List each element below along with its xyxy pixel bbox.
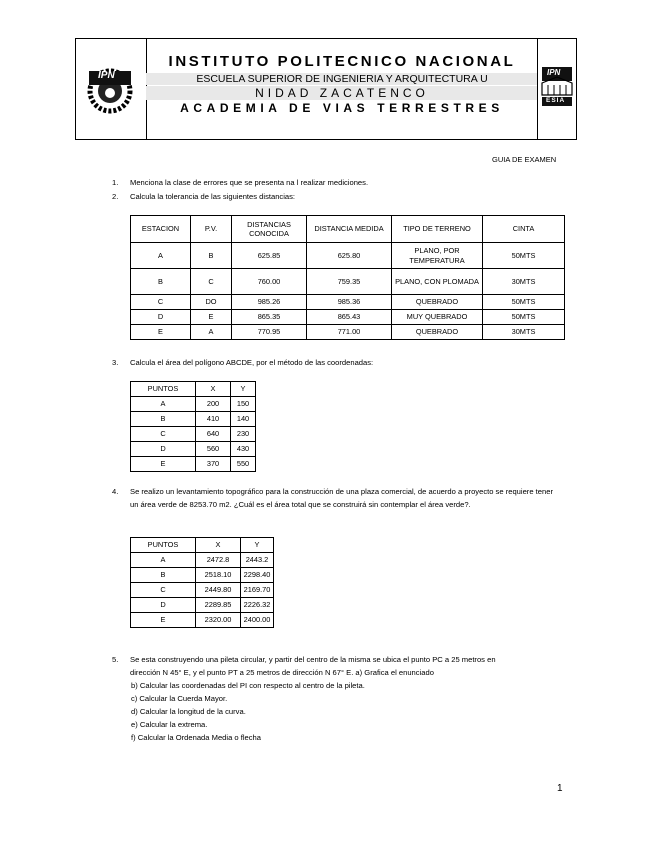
table-header-row (131, 216, 565, 243)
table-cell: A (131, 553, 196, 568)
column-header: ESTACION (131, 216, 191, 243)
table-cell: E (191, 310, 232, 325)
table-cell: 140 (231, 412, 256, 427)
school-name: ESCUELA SUPERIOR DE INGENIERIA Y ARQUITECTURA U (146, 73, 538, 85)
column-header: Y (231, 382, 256, 397)
question-5-number: 5. (112, 655, 119, 664)
table-cell: 985.26 (232, 295, 307, 310)
question-5-line-1: Se esta construyendo una pileta circular, y partir del centro de la misma se ubica el punto PC a 25 metros en (130, 655, 496, 664)
table-cell: 2298.40 (241, 568, 274, 583)
question-4-number: 4. (112, 487, 119, 496)
column-header: TIPO DE TERRENO (392, 216, 483, 243)
table-cell: 410 (196, 412, 231, 427)
table-header-row (131, 538, 274, 553)
institute-name: INSTITUTO POLITECNICO NACIONAL (168, 53, 516, 70)
table-cell: 2226.32 (241, 598, 274, 613)
table-cell: 230 (231, 427, 256, 442)
table-cell: C (131, 427, 196, 442)
table-row (131, 397, 256, 412)
question-5-line-2: dirección N 45° E, y el punto PT a 25 metros de dirección N 67° E. a) Grafica el enunciado (130, 668, 434, 677)
table-cell: 985.36 (307, 295, 392, 310)
table-cell: 30MTS (483, 269, 565, 295)
table-cell: MUY QUEBRADO (392, 310, 483, 325)
table-cell: 625.85 (232, 243, 307, 269)
table-cell: E (131, 457, 196, 472)
table-cell: 150 (231, 397, 256, 412)
table-cell: QUEBRADO (392, 295, 483, 310)
table-cell: 2169.70 (241, 583, 274, 598)
esia-logo (537, 39, 576, 139)
question-3-text: Calcula el área del polígono ABCDE, por el método de las coordenadas: (130, 358, 374, 367)
table-row (131, 457, 256, 472)
academy-name: ACADEMIA DE VIAS TERRESTRES (180, 101, 504, 115)
table-row (131, 427, 256, 442)
question-5-item: d) Calcular la longitud de la curva. (131, 707, 246, 716)
table-row (131, 583, 274, 598)
table-cell: 50MTS (483, 295, 565, 310)
table-cell: C (131, 295, 191, 310)
table-cell: B (131, 269, 191, 295)
unit-name: NIDAD ZACATENCO (146, 86, 538, 100)
table-row (131, 412, 256, 427)
coordinates-table-1 (130, 381, 256, 472)
table-cell: 2518.10 (196, 568, 241, 583)
question-5-item: f) Calcular la Ordenada Media o flecha (131, 733, 262, 742)
table-cell: E (131, 613, 196, 628)
column-header: X (196, 382, 231, 397)
table-cell: 2400.00 (241, 613, 274, 628)
question-3-number: 3. (112, 358, 119, 367)
table-row (131, 553, 274, 568)
question-4-text: Se realizo un levantamiento topográfico para la construcción de una plaza comercial, de acuerdo a proyecto se requiere tener un área verde de 8253.70 m2. ¿Cuál es el área total que se construirá sin contemplar el área verde?. (130, 487, 553, 509)
table-cell: 50MTS (483, 243, 565, 269)
question-1-text: Menciona la clase de errores que se presenta na l realizar mediciones. (130, 178, 369, 187)
table-cell: C (131, 583, 196, 598)
table-cell: DO (191, 295, 232, 310)
question-2-number: 2. (112, 192, 119, 201)
table-cell: B (131, 568, 196, 583)
table-cell: 560 (196, 442, 231, 457)
esia-logo-top-text: IPN (547, 68, 561, 77)
column-header: P.V. (191, 216, 232, 243)
table-cell: 760.00 (232, 269, 307, 295)
table-cell: 370 (196, 457, 231, 472)
table-cell: 759.35 (307, 269, 392, 295)
column-header: DISTANCIA MEDIDA (307, 216, 392, 243)
column-header: PUNTOS (131, 382, 196, 397)
doc-label: GUIA DE EXAMEN (492, 155, 557, 164)
table-cell: 2320.00 (196, 613, 241, 628)
table-header-row (131, 382, 256, 397)
table-cell: 2443.2 (241, 553, 274, 568)
table-row (131, 269, 565, 295)
question-5-item: b) Calcular las coordenadas del PI con respecto al centro de la pileta. (131, 681, 365, 690)
page-number: 1 (557, 783, 563, 794)
ipn-logo (76, 39, 147, 139)
table-cell: 865.35 (232, 310, 307, 325)
table-cell: PLANO, CON PLOMADA (392, 269, 483, 295)
column-header: PUNTOS (131, 538, 196, 553)
table-cell: A (131, 243, 191, 269)
table-cell: D (131, 310, 191, 325)
question-2-text: Calcula la tolerancia de las siguientes distancias: (130, 192, 296, 201)
table-cell: C (191, 269, 232, 295)
table-cell: 771.00 (307, 325, 392, 340)
table-row (131, 598, 274, 613)
table-row (131, 295, 565, 310)
table-row (131, 243, 565, 269)
table-cell: PLANO, POR TEMPERATURA (392, 243, 483, 269)
header-titles (146, 39, 538, 139)
column-header: X (196, 538, 241, 553)
table-row (131, 442, 256, 457)
table-cell: 30MTS (483, 325, 565, 340)
table-cell: 2449.80 (196, 583, 241, 598)
column-header: Y (241, 538, 274, 553)
ipn-logo-text: IPN (98, 70, 115, 81)
table-cell: A (131, 397, 196, 412)
table-row (131, 613, 274, 628)
table-cell: 430 (231, 442, 256, 457)
table-cell: A (191, 325, 232, 340)
table-cell: 2472.8 (196, 553, 241, 568)
table-cell: 625.80 (307, 243, 392, 269)
table-cell: 640 (196, 427, 231, 442)
table-cell: D (131, 598, 196, 613)
table-cell: E (131, 325, 191, 340)
table-cell: 865.43 (307, 310, 392, 325)
document-header (75, 38, 577, 140)
esia-logo-bottom-text: ESIA (546, 97, 566, 104)
table-cell: D (131, 442, 196, 457)
table-cell: 770.95 (232, 325, 307, 340)
table-cell: B (131, 412, 196, 427)
column-header: DISTANCIAS CONOCIDA (232, 216, 307, 243)
question-5-item: c) Calcular la Cuerda Mayor. (131, 694, 228, 703)
table-cell: 200 (196, 397, 231, 412)
distances-table (130, 215, 565, 340)
table-cell: 550 (231, 457, 256, 472)
table-cell: 50MTS (483, 310, 565, 325)
question-5-item: e) Calcular la extrema. (131, 720, 208, 729)
table-row (131, 568, 274, 583)
column-header: CINTA (483, 216, 565, 243)
question-1-number: 1. (112, 178, 119, 187)
table-cell: 2289.85 (196, 598, 241, 613)
table-row (131, 325, 565, 340)
table-cell: B (191, 243, 232, 269)
table-cell: QUEBRADO (392, 325, 483, 340)
coordinates-table-2 (130, 537, 274, 628)
table-row (131, 310, 565, 325)
